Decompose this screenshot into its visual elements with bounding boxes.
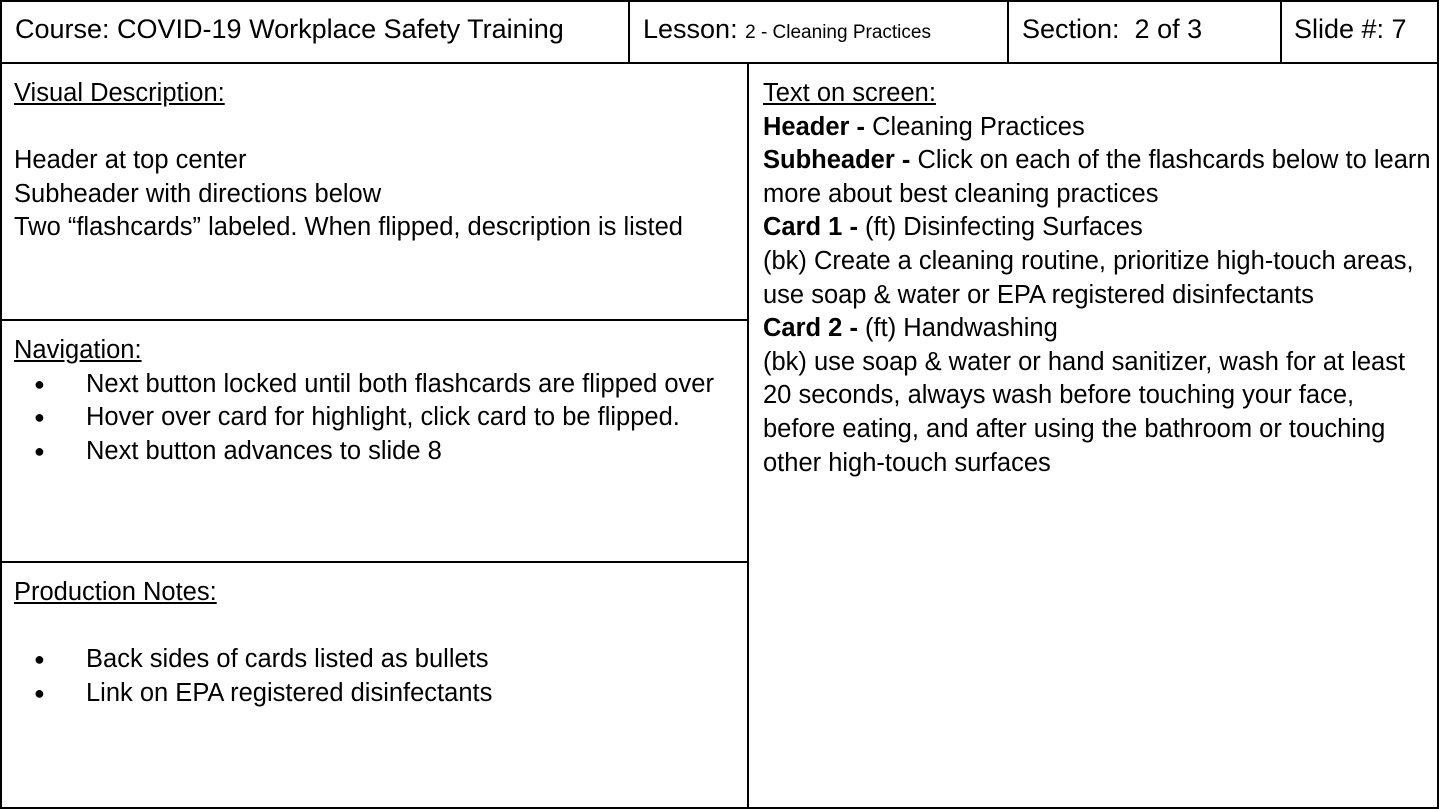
visual-line: Two “flashcards” labeled. When flipped, description is listed xyxy=(14,213,683,242)
column-divider xyxy=(747,62,749,809)
list-item: ● Next button locked until both flashcards are flipped over xyxy=(14,368,734,402)
visual-spacer xyxy=(14,111,729,145)
production-notes-cell xyxy=(14,576,734,710)
production-notes-title: Production Notes: xyxy=(14,578,217,606)
section-indicator: Section: 2 of 3 xyxy=(1022,14,1203,44)
production-list xyxy=(14,643,734,710)
screen-header-line xyxy=(763,111,1431,145)
visual-line: Header at top center xyxy=(14,146,247,175)
slide-number: Slide #: 7 xyxy=(1294,14,1407,44)
header-sep-3 xyxy=(1280,0,1282,63)
left-row-divider-2 xyxy=(0,561,748,563)
navigation-title: Navigation: xyxy=(14,336,142,364)
card1-label: Card 1 - xyxy=(763,213,858,242)
course-title: Course: COVID-19 Workplace Safety Training xyxy=(15,14,564,44)
header-value: Cleaning Practices xyxy=(865,112,1085,141)
subheader-label: Subheader - xyxy=(763,146,911,175)
card1-front: (ft) Disinfecting Surfaces xyxy=(857,213,1143,242)
visual-description-cell xyxy=(14,77,729,245)
lesson-value: 2 - Cleaning Practices xyxy=(745,22,931,43)
navigation-list xyxy=(14,368,734,469)
lesson-label: Lesson: xyxy=(643,14,738,44)
header-label: Header - xyxy=(763,112,866,141)
list-item: ● Link on EPA registered disinfectants xyxy=(14,677,734,711)
subheader-value: Click on each of the flashcards below to learn more about best cleaning practices xyxy=(763,146,1431,208)
header-divider xyxy=(0,62,1439,64)
lesson-cell xyxy=(643,14,931,48)
card1-front-line xyxy=(763,211,1431,245)
header-sep-2 xyxy=(1007,0,1009,63)
text-on-screen-cell xyxy=(763,77,1431,480)
production-spacer xyxy=(14,610,734,644)
card2-front-line xyxy=(763,312,1431,346)
header-sep-1 xyxy=(628,0,630,63)
card2-label: Card 2 - xyxy=(763,314,858,343)
border-left xyxy=(0,0,2,809)
card1-back: (bk) Create a cleaning routine, prioritize high-touch areas, use soap & water or EPA registered disinfectants xyxy=(763,246,1414,309)
left-row-divider-1 xyxy=(0,319,748,321)
visual-description-title: Visual Description: xyxy=(14,79,225,107)
border-top xyxy=(0,0,1439,2)
screen-subheader-line xyxy=(763,144,1431,211)
visual-line: Subheader with directions below xyxy=(14,179,382,208)
card2-back: (bk) use soap & water or hand sanitizer, wash for at least 20 seconds, always wash before touching your face, before eating, and after using the bathroom or touching other high-touch surfaces xyxy=(763,347,1406,477)
list-item: ● Hover over card for highlight, click card to be flipped. xyxy=(14,401,734,435)
navigation-cell xyxy=(14,334,734,468)
card2-front: (ft) Handwashing xyxy=(857,314,1058,343)
text-on-screen-title: Text on screen: xyxy=(763,79,936,107)
list-item: ● Back sides of cards listed as bullets xyxy=(14,643,734,677)
list-item: ● Next button advances to slide 8 xyxy=(14,435,734,469)
